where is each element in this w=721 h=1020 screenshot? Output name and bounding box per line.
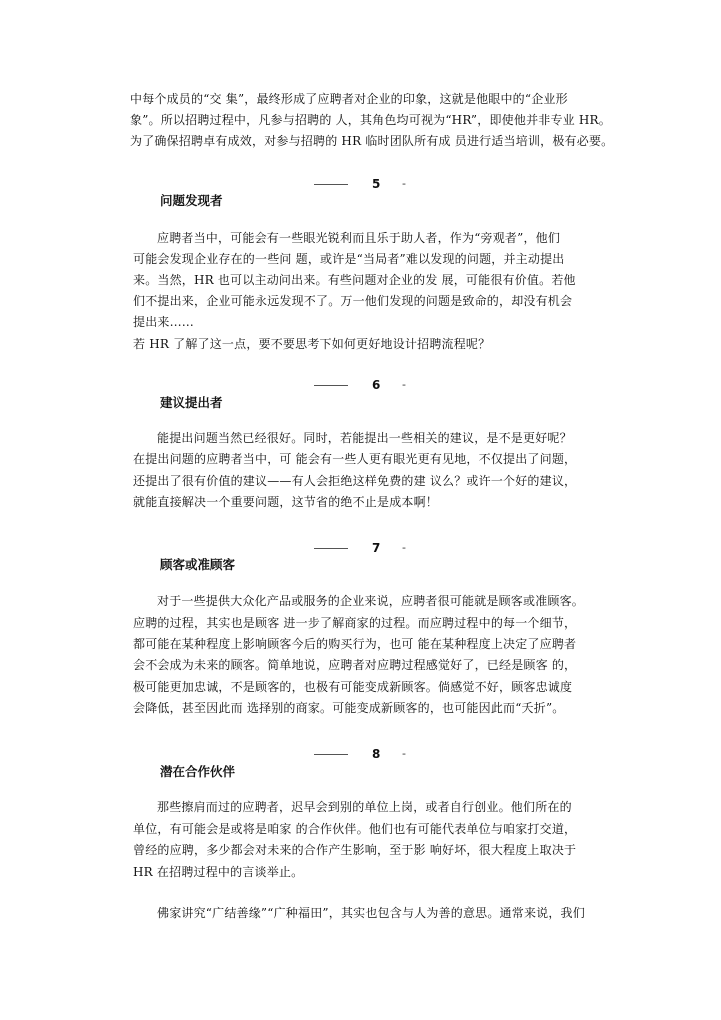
intro-line: 为了确保招聘卓有成效，对参与招聘的 HR 临时团队所有成 员进行适当培训，极有必要。	[130, 134, 614, 148]
intro-line: 中每个成员的“交 集”，最终形成了应聘者对企业的印象，这就是他眼中的“企业形	[130, 92, 568, 106]
section-number: 6	[372, 378, 381, 392]
section-line: 单位，有可能会是或将是咱家 的合作伙伴。他们也有可能代表单位与咱家打交道，	[133, 822, 577, 836]
section-line: 都可能在某种程度上影响顾客今后的购买行为，也可 能在某种程度上决定了应聘者	[133, 637, 577, 651]
section-line: HR 在招聘过程中的言谈举止。	[133, 865, 304, 879]
section-title: 建议提出者	[160, 395, 223, 410]
section-divider	[314, 746, 424, 762]
section-divider	[314, 377, 424, 393]
divider-rule	[314, 754, 348, 755]
section-line: 若 HR 了解了这一点，要不要思考下如何更好地设计招聘流程呢？	[133, 337, 491, 351]
section-line: 提出来……	[133, 315, 195, 329]
section-line: 那些擦肩而过的应聘者，迟早会到别的单位上岗，或者自行创业。他们所在的	[157, 800, 572, 814]
section-line: 曾经的应聘，多少都会对未来的合作产生影响，至于影 响好坏，很大程度上取决于	[133, 843, 577, 857]
section-title: 顾客或准顾客	[160, 557, 236, 572]
section-number: 5	[372, 177, 381, 191]
section-number: 7	[372, 541, 381, 555]
divider-dash: -	[402, 747, 406, 760]
divider-rule	[314, 548, 348, 549]
section-line: 还提出了很有价值的建议——有人会拒绝这样免费的建 议么？或许一个好的建议，	[133, 474, 577, 488]
divider-dash: -	[402, 541, 406, 554]
section-title: 潜在合作伙伴	[160, 764, 236, 779]
section-line: 就能直接解决一个重要问题，这节省的绝不止是成本啊！	[133, 495, 439, 509]
intro-line: 象”。所以招聘过程中，凡参与招聘的 人，其角色均可视为“HR”，即使他并非专业 HR。	[130, 113, 611, 127]
divider-dash: -	[402, 378, 406, 391]
divider-rule	[314, 385, 348, 386]
section-line: 们不提出来，企业可能永远发现不了。万一他们发现的问题是致命的，却没有机会	[133, 294, 573, 308]
section-line: 能提出问题当然已经很好。同时，若能提出一些相关的建议，是不是更好呢？	[157, 431, 572, 445]
section-line: 极可能更加忠诚，不是顾客的，也极有可能变成新顾客。倘感觉不好，顾客忠诚度	[133, 680, 573, 694]
section-title: 问题发现者	[160, 193, 223, 208]
section-line: 应聘者当中，可能会有一些眼光锐利而且乐于助人者，作为“旁观者”，他们	[157, 231, 561, 245]
section-line: 对于一些提供大众化产品或服务的企业来说，应聘者很可能就是顾客或准顾客。	[157, 594, 585, 608]
section-line: 在提出问题的应聘者当中，可 能会有一些人更有眼光更有见地，不仅提出了问题，	[133, 452, 577, 466]
divider-dash: -	[402, 177, 406, 190]
section-line: 来。当然，HR 也可以主动问出来。有些问题对企业的发 展，可能很有价值。若他	[133, 273, 576, 287]
section-number: 8	[372, 747, 381, 761]
section-line: 佛家讲究“广结善缘”“广种福田”，其实也包含与人为善的意思。通常来说，我们	[157, 906, 585, 920]
section-line: 应聘的过程，其实也是顾客 进一步了解商家的过程。而应聘过程中的每一个细节，	[133, 616, 577, 630]
section-divider	[314, 176, 424, 192]
section-divider	[314, 540, 424, 556]
section-line: 会降低，甚至因此而 选择别的商家。可能变成新顾客的，也可能因此而“夭折”。	[133, 701, 565, 715]
section-line: 会不会成为未来的顾客。简单地说，应聘者对应聘过程感觉好了，已经是顾客 的，	[133, 658, 577, 672]
section-line: 可能会发现企业存在的一些问 题，或许是“当局者”难以发现的问题，并主动提出	[133, 252, 565, 266]
divider-rule	[314, 184, 348, 185]
